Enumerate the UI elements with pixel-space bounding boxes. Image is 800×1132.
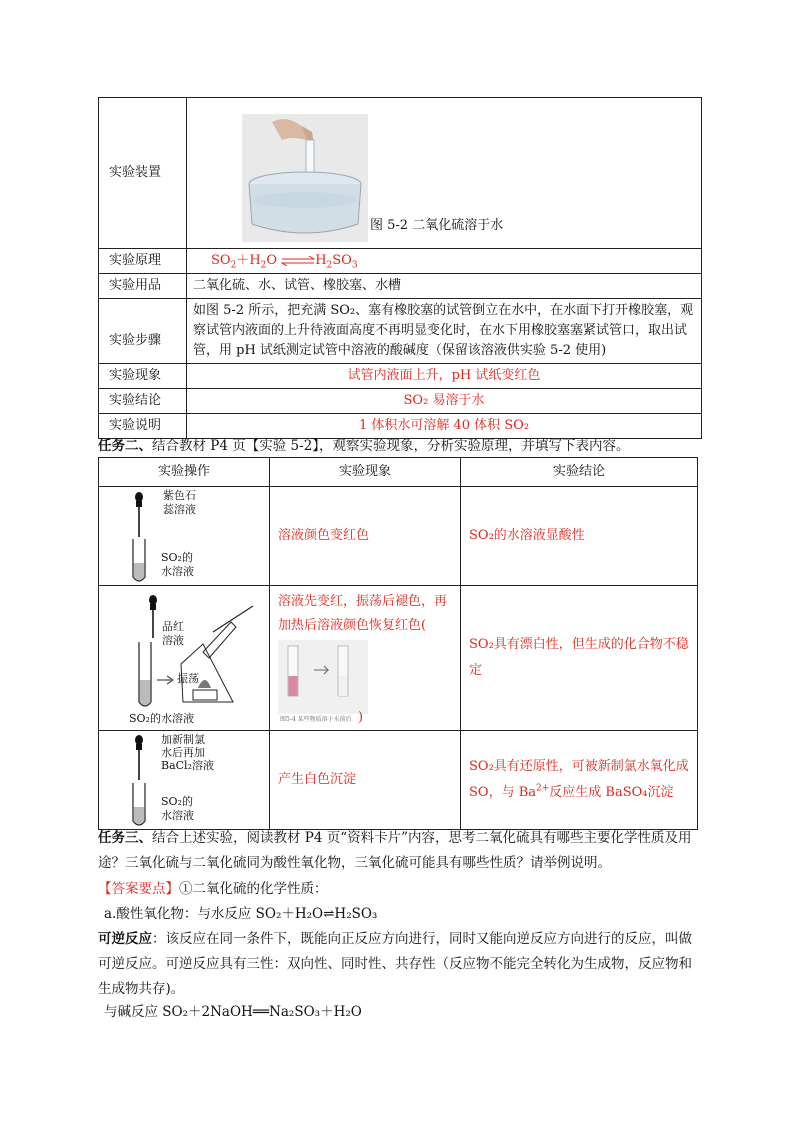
acidic-oxide-line: a.酸性氧化物：与水反应 SO₂＋H₂O⇌H₂SO₃	[104, 906, 378, 922]
beaker-with-tube-icon	[242, 114, 368, 242]
reversible-arrow-icon	[281, 256, 315, 266]
reversible-reaction-paragraph: 可逆反应：该反应在同一条件下，既能向正反应方向进行，同时又能向逆反应方向进行的反应，叫做可逆反应。可逆反应具有三性：双向性、同时性、共存性（反应物不能完全转化为生成物，反应物和生成物共存)。	[98, 931, 692, 997]
photo-caption: 图5-4 某些物质溶于水前后	[280, 716, 352, 723]
row-value: 1 体积水可溶解 40 体积 SO₂	[187, 414, 702, 439]
row-value: SO₂ 易溶于水	[187, 389, 702, 414]
row-label: 实验用品	[99, 274, 187, 299]
row-value: 二氧化硫、水、试管、橡胶塞、水槽	[187, 274, 702, 299]
conclusion-cell: SO₂具有还原性，可被新制氯水氧化成 SO，与 $Ba^{2+}$反应生成 BaSO₄沉淀	[461, 731, 698, 830]
table-row	[99, 364, 702, 389]
phenomenon-cell: 溶液颜色变红色	[270, 487, 461, 586]
operation-diagram	[99, 731, 270, 830]
row-label: 实验现象	[99, 364, 187, 389]
table-row	[99, 299, 702, 364]
table-row	[99, 98, 702, 249]
experiment-table	[98, 97, 702, 439]
apparatus-cell	[187, 98, 702, 249]
row-label: 实验说明	[99, 414, 187, 439]
table-row	[99, 274, 702, 299]
phenomenon-cell: 溶液先变红，振荡后褪色，再加热后溶液颜色恢复红色( 图5-4 某些物质溶于水前后 )	[270, 586, 461, 731]
table-header-row	[99, 458, 698, 487]
row-label: 实验装置	[99, 98, 187, 249]
row-label: 实验结论	[99, 389, 187, 414]
shake-label: 振荡	[177, 672, 199, 685]
column-header: 实验操作	[99, 458, 270, 487]
base-reaction-line: 与碱反应 SO₂＋2NaOH══Na₂SO₃＋H₂O	[104, 1004, 362, 1020]
row-value: 试管内液面上升，pH 试纸变红色	[187, 364, 702, 389]
solution-label: SO₂的 水溶液	[161, 551, 194, 578]
dropper-test-tube-icon	[119, 487, 159, 585]
row-label: 实验步骤	[99, 299, 187, 364]
principle-equation: $SO_2+H_2O$ $H_2SO_3$	[187, 249, 702, 274]
reagent-label: 加新制氯 水后再加 BaCl₂溶液	[161, 733, 214, 772]
answer-heading: 【答案要点】①二氧化硫的化学性质：	[98, 881, 328, 897]
row-label: 实验原理	[99, 249, 187, 274]
solution-label: SO₂的 水溶液	[161, 795, 194, 822]
task3-paragraph: 任务三、结合上述实验，阅读教材 P4 页“资料卡片”内容，思考二氧化硫具有哪些主要化学性质及用途？三氧化硫与二氧化硫同为酸性氧化物，三氧化硫可能具有哪些性质？请举例说明。	[98, 830, 692, 871]
column-header: 实验结论	[461, 458, 698, 487]
color-change-photo: 图5-4 某些物质溶于水前后 )	[278, 640, 452, 714]
column-header: 实验现象	[270, 458, 461, 487]
experiment-result-table	[98, 457, 698, 830]
operation-diagram	[99, 586, 270, 731]
table-row	[99, 389, 702, 414]
test-tubes-icon	[278, 640, 368, 714]
phenomenon-cell: 产生白色沉淀	[270, 731, 461, 830]
conclusion-cell: SO₂具有漂白性，但生成的化合物不稳定	[461, 586, 698, 731]
dropper-heating-apparatus-icon	[103, 592, 263, 722]
apparatus-photo	[242, 114, 368, 242]
table-row	[99, 731, 698, 830]
reagent-label: 品红 溶液	[162, 620, 184, 647]
figure-caption: 图 5-2 二氧化硫溶于水	[370, 218, 504, 233]
conclusion-cell: SO₂的水溶液显酸性	[461, 487, 698, 586]
table-row	[99, 249, 702, 274]
reagent-label: 紫色石 蕊溶液	[163, 489, 196, 516]
operation-diagram	[99, 487, 270, 586]
table-row	[99, 487, 698, 586]
table-row	[99, 586, 698, 731]
dropper-test-tube-icon	[119, 731, 159, 829]
solution-label: SO₂的水溶液	[129, 712, 194, 725]
row-value: 如图 5-2 所示，把充满 SO₂、塞有橡胶塞的试管倒立在水中，在水面下打开橡胶塞，观察试管内液面的上升待液面高度不再明显变化时，在水下用橡胶塞塞紧试管口，取出试管，用 pH 试纸测定试管中溶液的酸碱度（保留该溶液供实验 5-2 使用)	[187, 299, 702, 364]
task2-heading: 任务二、结合教材 P4 页【实验 5-2】，观察实验现象，分析实验原理，并填写下表内容。	[98, 438, 630, 454]
